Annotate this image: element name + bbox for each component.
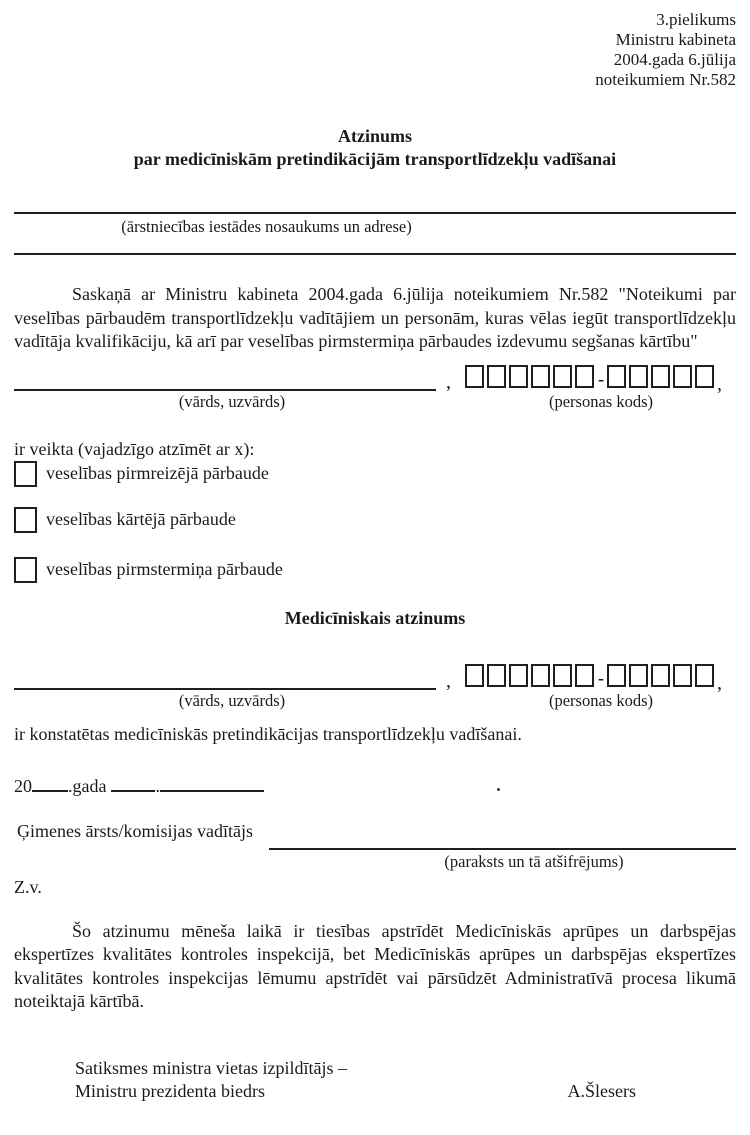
name-caption: (vārds, uzvārds) (178, 391, 286, 411)
personal-code-digit-box[interactable] (531, 664, 550, 687)
name-fill-line-2 (14, 662, 436, 690)
signature-fill-line (269, 848, 736, 850)
document-title-line1: Atzinums (337, 126, 412, 146)
medical-opinion-heading: Medicīniskais atzinums (284, 607, 466, 628)
institution-section (14, 212, 736, 255)
signature-row (14, 819, 736, 843)
signer-role-label: Ģimenes ārsts/komisijas vadītājs (17, 820, 253, 841)
person-identity-row-1 (14, 365, 736, 395)
personal-code-digit-box[interactable] (607, 664, 626, 687)
person-identity-row-2 (14, 664, 736, 694)
person-identity-captions-2 (14, 690, 736, 710)
checklist-item-first-examination (14, 461, 736, 487)
date-year-fill-line (32, 772, 68, 792)
comma-separator: , (446, 669, 451, 692)
intro-paragraph: Saskaņā ar Ministru kabineta 2004.gada 6.jūlija noteikumiem Nr.582 "Noteikumi par veselības pārbaudēm transportlīdzekļu vadītājiem un personām, kuras vēlas iegūt transportlīdzekļu vadītāja kvalifikāciju, kā arī par veselības pirmstermiņa pārbaudes izdevumu segšanas kārtību" (14, 284, 736, 351)
opinion-statement: ir konstatētas medicīniskās pretindikācijas transportlīdzekļu vadīšanai. (14, 723, 522, 744)
document-title (14, 125, 736, 171)
personal-code-digit-box[interactable] (575, 365, 594, 388)
personal-code-digit-box[interactable] (629, 365, 648, 388)
date-day-fill-line (111, 772, 155, 792)
personal-code-digit-box[interactable] (487, 664, 506, 687)
minister-title-block (14, 1057, 347, 1103)
personal-code-digit-box[interactable] (509, 365, 528, 388)
checkbox-regular-examination[interactable] (14, 507, 37, 533)
scan-artifact-dot (497, 788, 500, 791)
personal-code-digit-box[interactable] (509, 664, 528, 687)
personal-code-digit-box[interactable] (695, 365, 714, 388)
checkbox-label: veselības pirmstermiņa pārbaude (46, 558, 283, 579)
name-fill-line-1 (14, 363, 436, 391)
personal-code-digit-box[interactable] (695, 664, 714, 687)
name-caption: (vārds, uzvārds) (178, 690, 286, 710)
date-century: 20 (14, 775, 32, 796)
date-line (14, 772, 736, 799)
personal-code-digit-box[interactable] (487, 365, 506, 388)
personal-code-boxes-1 (457, 365, 717, 391)
person-identity-captions-1 (14, 391, 736, 411)
date-dot: . (155, 775, 160, 796)
annex-line: 3.pielikums (656, 10, 736, 29)
trailing-comma: , (717, 671, 722, 694)
minister-title-line1: Satiksmes ministra vietas izpildītājs – (75, 1057, 347, 1078)
personal-code-digit-box[interactable] (465, 365, 484, 388)
personal-code-boxes-2 (457, 664, 717, 690)
comma-separator: , (446, 370, 451, 393)
personal-code-digit-box[interactable] (553, 664, 572, 687)
trailing-comma: , (717, 372, 722, 395)
personal-code-digit-box[interactable] (673, 664, 692, 687)
signatory-name: A.Šlesers (567, 1080, 636, 1101)
checkbox-first-examination[interactable] (14, 461, 37, 487)
footer-signatory-block (14, 1057, 736, 1103)
signature-caption-row (14, 853, 736, 871)
institution-caption: (ārstniecības iestādes nosaukums un adrese) (121, 217, 412, 236)
minister-title-line2: Ministru prezidenta biedrs (75, 1080, 265, 1101)
checkbox-early-examination[interactable] (14, 557, 37, 583)
personal-code-digit-box[interactable] (629, 664, 648, 687)
date-month-fill-line (160, 772, 264, 792)
annex-line: 2004.gada 6.jūlija (613, 50, 736, 69)
checklist-item-regular-examination (14, 507, 736, 533)
personal-code-digit-box[interactable] (575, 664, 594, 687)
checklist-item-early-examination (14, 557, 736, 583)
document-title-line2: par medicīniskām pretindikācijām transportlīdzekļu vadīšanai (133, 149, 617, 169)
appeal-paragraph: Šo atzinumu mēneša laikā ir tiesības apstrīdēt Medicīniskās aprūpes un darbspējas ekspertīzes kvalitātes kontroles inspekcijā, bet Medicīniskās aprūpes un darbspējas ekspertīzes kvalitātes kontroles inspekcijas lēmumu apstrīdēt vai pārsūdzēt Administratīvā procesa likumā noteiktajā kārtībā. (14, 920, 736, 1011)
checkbox-label: veselības kārtējā pārbaude (46, 508, 236, 529)
seal-placeholder: Z.v. (14, 876, 42, 897)
personal-code-digit-box[interactable] (607, 365, 626, 388)
personal-code-digit-box[interactable] (553, 365, 572, 388)
personal-code-digit-box[interactable] (651, 664, 670, 687)
personal-code-caption: (personas kods) (548, 690, 654, 710)
checklist-prompt: ir veikta (vajadzīgo atzīmēt ar x): (14, 438, 255, 459)
spacer (14, 853, 332, 871)
personal-code-digit-box[interactable] (673, 365, 692, 388)
code-group-separator: - (598, 368, 604, 389)
annex-line: Ministru kabineta (615, 30, 736, 49)
annex-reference-block (14, 10, 736, 90)
signature-caption: (paraksts un tā atšifrējums) (444, 851, 624, 871)
personal-code-digit-box[interactable] (651, 365, 670, 388)
personal-code-digit-box[interactable] (465, 664, 484, 687)
date-gada-label: .gada (68, 775, 107, 796)
code-group-separator: - (598, 667, 604, 688)
institution-fill-line-bottom (14, 253, 736, 255)
personal-code-digit-box[interactable] (531, 365, 550, 388)
checkbox-label: veselības pirmreizējā pārbaude (46, 462, 269, 483)
personal-code-caption: (personas kods) (548, 391, 654, 411)
annex-line: noteikumiem Nr.582 (595, 70, 736, 89)
